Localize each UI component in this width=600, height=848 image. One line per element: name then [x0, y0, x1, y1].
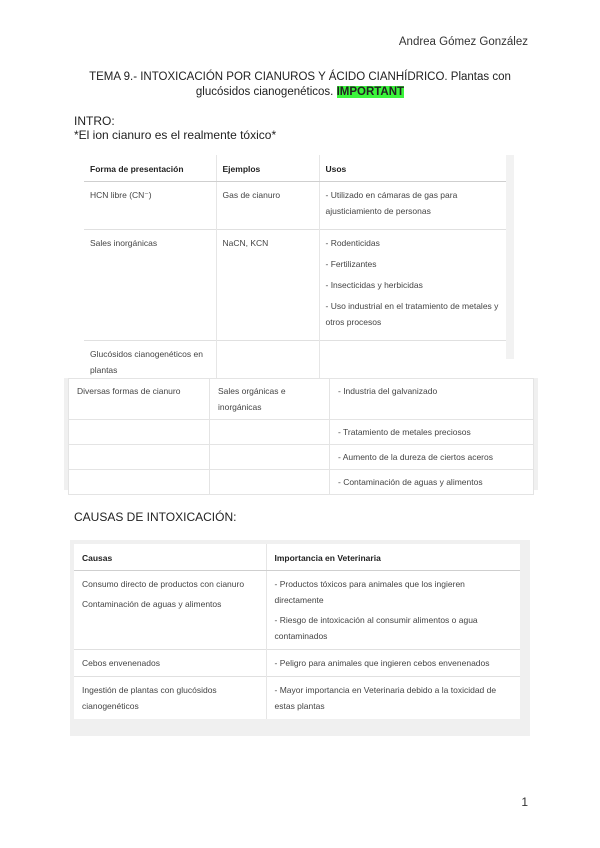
cause-item: Contaminación de aguas y alimentos [82, 599, 222, 609]
table-cell: - Peligro para animales que ingieren cebos envenenados [266, 650, 520, 677]
table-cell [210, 420, 330, 445]
table-cell [319, 230, 506, 341]
cause-item: Consumo directo de productos con cianuro [82, 579, 245, 589]
table-row [84, 341, 506, 384]
table-causes [74, 544, 520, 719]
table-cell: Glucósidos cianogenéticos en plantas [84, 341, 216, 384]
table-cell: Ingestión de plantas con glucósidos cianogenéticos [74, 677, 266, 720]
table-cell [210, 445, 330, 470]
table-row [74, 650, 520, 677]
table-row [69, 420, 534, 445]
table-cell: - Aumento de la dureza de ciertos aceros [330, 445, 534, 470]
page-number: 1 [521, 795, 528, 809]
table-cell [319, 341, 506, 384]
col-header-importancia: Importancia en Veterinaria [266, 544, 520, 571]
use-item: - Insecticidas y herbicidas [325, 280, 423, 290]
col-header-ejemplos: Ejemplos [216, 155, 319, 182]
use-item: - Uso industrial en el tratamiento de metales y otros procesos [325, 301, 499, 327]
intro-block [74, 114, 276, 142]
intro-quote: *El ion cianuro es el realmente tóxico* [74, 128, 277, 142]
table-forms [68, 378, 534, 495]
document-title [70, 70, 530, 100]
title-main: TEMA 9.- INTOXICACIÓN POR CIANUROS Y ÁCIDO CIANHÍDRICO. Plantas con glucósidos cianogenéticos. [89, 71, 511, 98]
table-cell [210, 470, 330, 495]
table-row [69, 445, 534, 470]
title-highlight: IMPORTANT [336, 86, 405, 98]
table-row [84, 182, 506, 230]
table-row [69, 470, 534, 495]
table-row [84, 230, 506, 341]
importance-item: - Riesgo de intoxicación al consumir alimentos o agua contaminados [274, 615, 478, 641]
author-name: Andrea Gómez González [398, 36, 528, 48]
table-header-row [84, 155, 506, 182]
table-cell: Diversas formas de cianuro [69, 379, 210, 420]
intro-heading: INTRO: [74, 114, 115, 128]
table-cell [69, 420, 210, 445]
table-row [74, 677, 520, 720]
use-item: - Fertilizantes [325, 259, 377, 269]
table-cell [266, 571, 520, 650]
table-presentation [84, 155, 506, 383]
col-header-usos: Usos [319, 155, 506, 182]
table-cell: NaCN, KCN [216, 230, 319, 341]
section-heading-causas: CAUSAS DE INTOXICACIÓN: [74, 510, 237, 524]
table-row [74, 571, 520, 650]
table-cell: Cebos envenenados [74, 650, 266, 677]
table-cell: Sales inorgánicas [84, 230, 216, 341]
table-cell [74, 571, 266, 650]
table-cell [69, 445, 210, 470]
table-row [69, 379, 534, 420]
col-header-forma: Forma de presentación [84, 155, 216, 182]
table-cell [319, 182, 506, 230]
use-item: - Rodenticidas [325, 238, 380, 248]
importance-item: - Productos tóxicos para animales que los ingieren directamente [274, 579, 465, 605]
table-cell: Gas de cianuro [216, 182, 319, 230]
use-item: - Utilizado en cámaras de gas para ajusticiamiento de personas [325, 190, 458, 216]
table-header-row [74, 544, 520, 571]
table-cell [216, 341, 319, 384]
table-presentation-wrapper [84, 155, 514, 375]
table-forms-wrapper [64, 378, 538, 490]
table-cell: Sales orgánicas e inorgánicas [210, 379, 330, 420]
table-cell: HCN libre (CN⁻) [84, 182, 216, 230]
table-cell: - Tratamiento de metales preciosos [330, 420, 534, 445]
table-cell: - Mayor importancia en Veterinaria debido a la toxicidad de estas plantas [266, 677, 520, 720]
table-cell: - Industria del galvanizado [330, 379, 534, 420]
table-cell [69, 470, 210, 495]
table-causes-wrapper [70, 540, 530, 736]
col-header-causas: Causas [74, 544, 266, 571]
table-cell: - Contaminación de aguas y alimentos [330, 470, 534, 495]
